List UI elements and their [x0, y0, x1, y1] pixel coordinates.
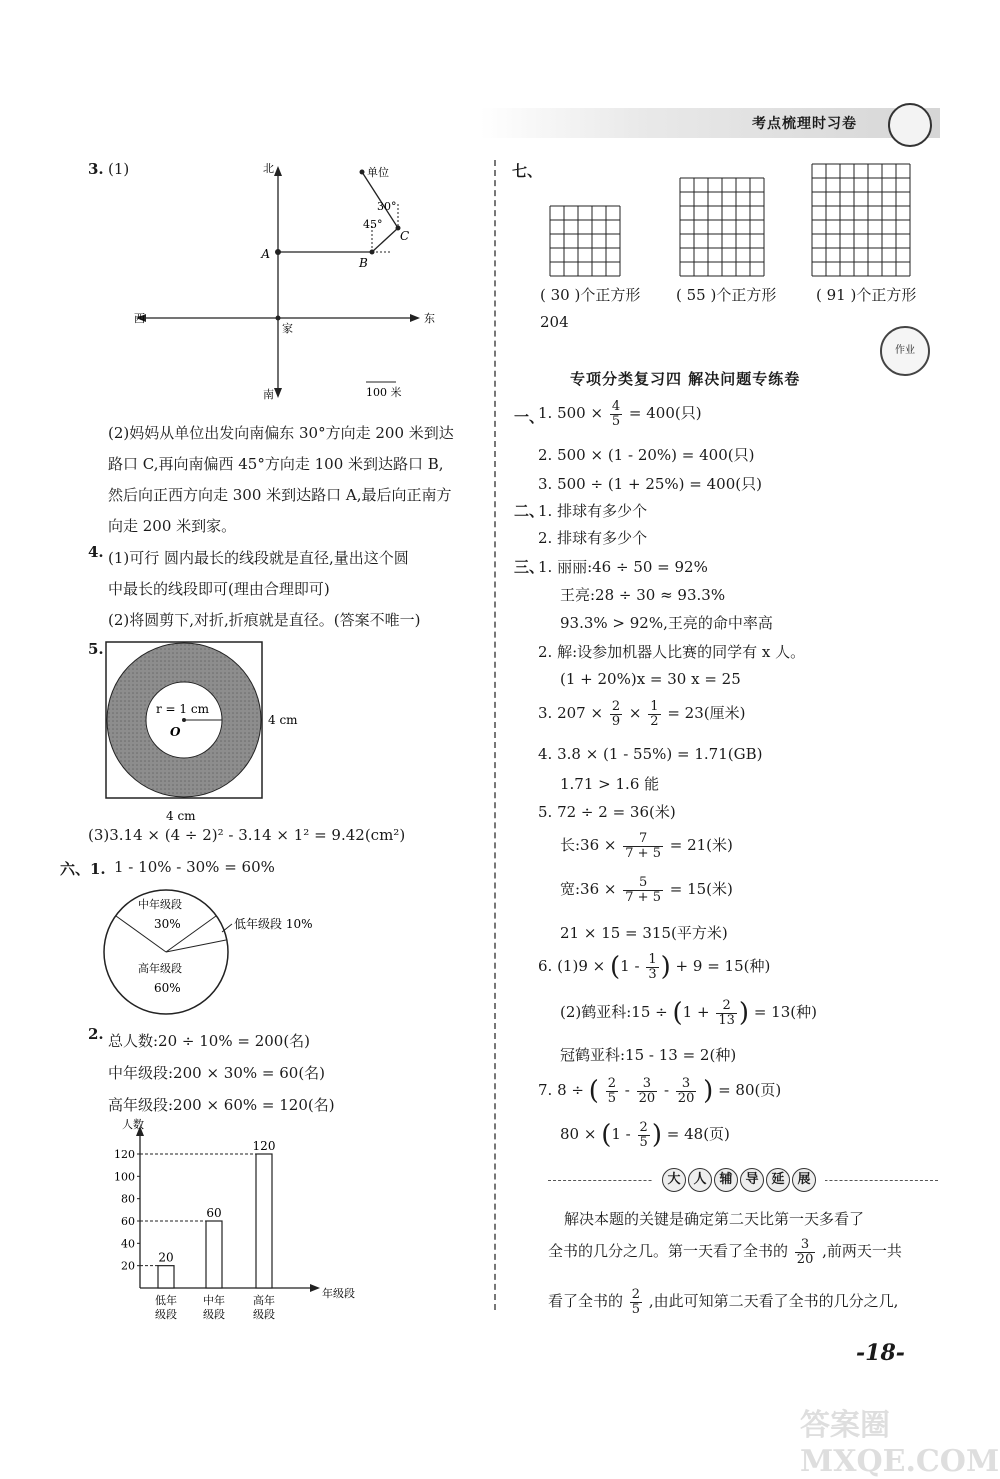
radius-label: r = 1 cm	[156, 702, 209, 716]
three-7: 7. 8 ÷ ( $\frac{2}{5}$ - $\frac{3}{20}$ - $\frac{3}{20}$ ) = 80(页)	[538, 1075, 782, 1106]
length-b: = 21(米)	[669, 836, 733, 855]
x-arrow-icon	[310, 1284, 320, 1292]
six-2-line: 总人数:20 ÷ 10% = 200(名)	[108, 1032, 311, 1050]
seven-a: 7. 8 ÷	[538, 1081, 584, 1099]
label-a: A	[261, 247, 270, 261]
fraction-2-9: $\frac{2}{9}$	[611, 699, 621, 729]
three-7b: 80 × (1 - $\frac{2}{5}$ ) = 48(页)	[560, 1119, 730, 1150]
point-home	[276, 316, 281, 321]
pie-value-middle: 30%	[154, 917, 181, 931]
bar	[256, 1154, 272, 1288]
width-a: 宽:36 ×	[560, 880, 617, 899]
label-home: 家	[282, 322, 293, 335]
grid-count-3: ( 91 )个正方形	[816, 286, 917, 304]
q3-part2-line: 然后向正西方向走 300 米到达路口 A,最后向正南方	[108, 486, 452, 504]
column-divider	[494, 160, 496, 1310]
square-grid	[812, 164, 910, 276]
banner-char: 延	[766, 1168, 790, 1192]
fraction-3-20: $\frac{3}{20}$	[796, 1237, 814, 1267]
point-work	[360, 170, 365, 175]
y-tick-label: 80	[121, 1192, 135, 1206]
one-1-rhs: = 400(只)	[628, 404, 702, 423]
label-angle-45: 45°	[363, 218, 383, 231]
pie-label-high: 高年级段	[138, 962, 182, 975]
bar-value-label: 120	[252, 1139, 276, 1153]
part-one-label: 一、	[514, 408, 545, 426]
three-1c: 93.3% > 92%,王亮的命中率高	[560, 614, 773, 632]
bottom-label: 4 cm	[166, 809, 196, 823]
point-b	[370, 250, 375, 255]
seven-op1: -	[624, 1081, 630, 1099]
path-b-c	[372, 228, 398, 252]
square-grid	[550, 206, 620, 276]
x-axis-label: 年级段	[322, 1287, 355, 1300]
section-six-label: 六、1.	[60, 860, 106, 878]
three-4: 4. 3.8 × (1 - 55%) = 1.71(GB)	[538, 745, 763, 763]
category-label: 高年	[253, 1294, 275, 1307]
extension-banner	[548, 1168, 938, 1194]
label-south: 南	[263, 388, 274, 401]
label-scale: 100 米	[366, 386, 402, 399]
banner-char: 人	[688, 1168, 712, 1192]
six-2-b: = 13(种)	[753, 1003, 817, 1021]
direction-map	[130, 160, 435, 405]
q4-answer	[108, 543, 421, 636]
seven-d: = 48(页)	[666, 1125, 730, 1143]
three-3-b: ×	[628, 704, 642, 723]
six-2-label: 2.	[88, 1025, 104, 1043]
label-b: B	[359, 256, 368, 270]
six-2-line: 中年级段:200 × 30% = 60(名)	[108, 1064, 326, 1082]
brand-logo-icon	[888, 103, 932, 147]
label-east: 东	[424, 312, 435, 325]
fraction-5-12: $\frac{5}{7 + 5}$	[625, 875, 661, 905]
pie-label-low: 低年级段 10%	[234, 917, 313, 931]
banner-char: 展	[792, 1168, 816, 1192]
banner-char: 导	[740, 1168, 764, 1192]
pie-label-middle: 中年级段	[138, 898, 182, 911]
category-label: 级段	[253, 1308, 275, 1321]
north-arrow-icon	[274, 166, 282, 176]
width-b: = 15(米)	[669, 880, 733, 899]
y-tick-label: 20	[121, 1259, 135, 1273]
three-2b: (1 + 20%)x = 30 x = 25	[560, 670, 741, 688]
extension-line-1: 解决本题的关键是确定第二天比第一天多看了	[564, 1210, 865, 1228]
grid-count-2: ( 55 )个正方形	[676, 286, 777, 304]
q3-part2-line: 向走 200 米到家。	[108, 517, 237, 535]
label-work: 单位	[367, 166, 389, 179]
two-2: 2. 排球有多少个	[538, 529, 648, 547]
east-arrow-icon	[410, 314, 420, 322]
three-6-3: 冠鹤亚科:15 - 13 = 2(种)	[560, 1046, 737, 1064]
q3-part1: (1)	[108, 160, 130, 178]
category-label: 中年	[203, 1294, 225, 1307]
page-number: -18-	[856, 1340, 905, 1366]
three-3	[538, 700, 745, 728]
three-1b: 王亮:28 ÷ 30 ≈ 93.3%	[560, 586, 726, 604]
seven-b: = 80(页)	[718, 1081, 782, 1099]
fraction-2-13: $\frac{2}{13}$	[718, 997, 735, 1028]
q3-label: 3.	[88, 160, 104, 178]
center-o	[182, 718, 186, 722]
fraction-7-12: $\frac{7}{7 + 5}$	[625, 831, 661, 861]
category-label: 级段	[155, 1308, 177, 1321]
three-4b: 1.71 > 1.6 能	[560, 775, 660, 793]
section-seven-label: 七、	[512, 162, 543, 180]
banner-label	[653, 1168, 825, 1192]
length-a: 长:36 ×	[560, 836, 617, 855]
six-2-line: 高年级段:200 × 60% = 120(名)	[108, 1096, 335, 1114]
extension-line-3	[548, 1288, 898, 1316]
one-1-lhs: 1. 500 ×	[538, 404, 604, 423]
three-5-length	[560, 832, 733, 860]
six-2-op: 1 +	[682, 1003, 710, 1021]
ext-3b: ,由此可知第二天看了全书的几分之几,	[648, 1292, 899, 1311]
section-title: 专项分类复习四 解决问题专练卷	[570, 370, 801, 388]
three-2: 2. 解:设参加机器人比赛的同学有 x 人。	[538, 643, 806, 661]
q4-line: (2)将圆剪下,对折,折痕就是直径。(答案不唯一)	[108, 611, 421, 629]
one-3: 3. 500 ÷ (1 + 25%) = 400(只)	[538, 475, 762, 493]
seven-c: 80 ×	[560, 1125, 597, 1143]
watermark: 答案圈 MXQE.COM	[800, 1408, 1000, 1479]
point-a	[275, 249, 281, 255]
three-6-1: 6. (1)9 × (1 - $\frac{1}{3}$ ) + 9 = 15(种)	[538, 951, 771, 982]
q5-calc: (3)3.14 × (4 ÷ 2)² - 3.14 × 1² = 9.42(cm²)	[88, 826, 406, 844]
bar-chart	[100, 1112, 360, 1322]
label-angle-30: 30°	[377, 200, 397, 213]
bar	[158, 1266, 174, 1288]
y-axis-label: 人数	[122, 1118, 144, 1131]
part-three-label: 三、	[514, 558, 545, 576]
label-c: C	[400, 229, 410, 243]
header-band	[480, 108, 940, 138]
three-5-width	[560, 876, 733, 904]
fraction-1-2: $\frac{1}{2}$	[650, 699, 659, 729]
q4-line: (1)可行 圆内最长的线段就是直径,量出这个圆	[108, 549, 409, 567]
label-west: 西	[134, 312, 145, 325]
six-1-a: 6. (1)9 ×	[538, 957, 606, 975]
y-tick-label: 120	[114, 1148, 135, 1161]
q3-part2	[108, 418, 454, 542]
bar	[206, 1221, 222, 1288]
banner-char: 辅	[714, 1168, 738, 1192]
side-label: 4 cm	[268, 713, 298, 727]
two-1: 1. 排球有多少个	[538, 502, 648, 520]
q3-part2-line: (2)妈妈从单位出发向南偏东 30°方向走 200 米到达	[108, 424, 454, 442]
six-1-calc: 1 - 10% - 30% = 60%	[114, 858, 275, 876]
fraction-3-20: $\frac{3}{20}$	[638, 1075, 656, 1106]
seven-op3: 1 -	[611, 1125, 631, 1143]
ext-2b: ,前两天一共	[822, 1242, 902, 1261]
y-tick-label: 60	[121, 1215, 135, 1228]
q4-line: 中最长的线段即可(理由合理即可)	[108, 580, 330, 598]
square-grid	[680, 178, 764, 276]
fraction-1-3: $\frac{1}{3}$	[648, 951, 657, 982]
ext-3a: 看了全书的	[548, 1292, 624, 1311]
bar-value-label: 60	[206, 1206, 222, 1220]
pie-value-high: 60%	[154, 981, 181, 995]
q3-part2-line: 路口 C,再向南偏西 45°方向走 100 米到达路口 B,	[108, 455, 444, 473]
one-2: 2. 500 × (1 - 20%) = 400(只)	[538, 446, 755, 464]
seven-extra: 204	[540, 313, 569, 331]
fraction-4-5: $\frac{4}{5}$	[611, 399, 621, 429]
one-1	[538, 400, 702, 428]
six-1-b: + 9 = 15(种)	[675, 957, 771, 975]
three-3-a: 3. 207 ×	[538, 704, 604, 723]
fraction-3-20: $\frac{3}{20}$	[677, 1075, 695, 1106]
three-5-area: 21 × 15 = 315(平方米)	[560, 924, 728, 942]
center-label: O	[170, 725, 181, 739]
y-tick-label: 100	[114, 1170, 135, 1184]
extension-line-2	[548, 1238, 902, 1266]
ext-2a: 全书的几分之几。第一天看了全书的	[548, 1242, 789, 1261]
grid-count-1: ( 30 )个正方形	[540, 286, 641, 304]
banner-char: 大	[662, 1168, 686, 1192]
six-2-calcs	[108, 1025, 335, 1121]
homework-stamp-icon	[880, 326, 930, 376]
three-3-c: = 23(厘米)	[667, 704, 746, 723]
bar-value-label: 20	[158, 1250, 174, 1265]
three-5: 5. 72 ÷ 2 = 36(米)	[538, 803, 676, 821]
fraction-2-5: $\frac{2}{5}$	[631, 1287, 641, 1317]
three-1: 1. 丽丽:46 ÷ 50 = 92%	[538, 558, 708, 576]
pie-chart	[100, 884, 360, 1024]
south-arrow-icon	[274, 388, 282, 398]
category-label: 低年	[155, 1294, 177, 1307]
three-6-2: (2)鹤亚科:15 ÷ (1 + $\frac{2}{13}$ ) = 13(种)	[560, 997, 817, 1028]
fraction-2-5: $\frac{2}{5}$	[639, 1119, 648, 1150]
part-two-label: 二、	[514, 502, 545, 520]
fraction-2-5: $\frac{2}{5}$	[607, 1075, 616, 1106]
y-tick-label: 40	[121, 1237, 135, 1251]
category-label: 级段	[203, 1308, 225, 1321]
seven-op2: -	[663, 1081, 670, 1099]
q5-label: 5.	[88, 640, 104, 658]
label-north: 北	[263, 162, 274, 175]
header-title: 考点梳理时习卷	[752, 116, 857, 132]
annulus-figure	[104, 640, 314, 825]
six-1-op: 1 -	[620, 957, 640, 975]
six-2-a: (2)鹤亚科:15 ÷	[560, 1003, 668, 1021]
stamp-text: 作业	[895, 345, 915, 356]
q4-label: 4.	[88, 543, 104, 561]
